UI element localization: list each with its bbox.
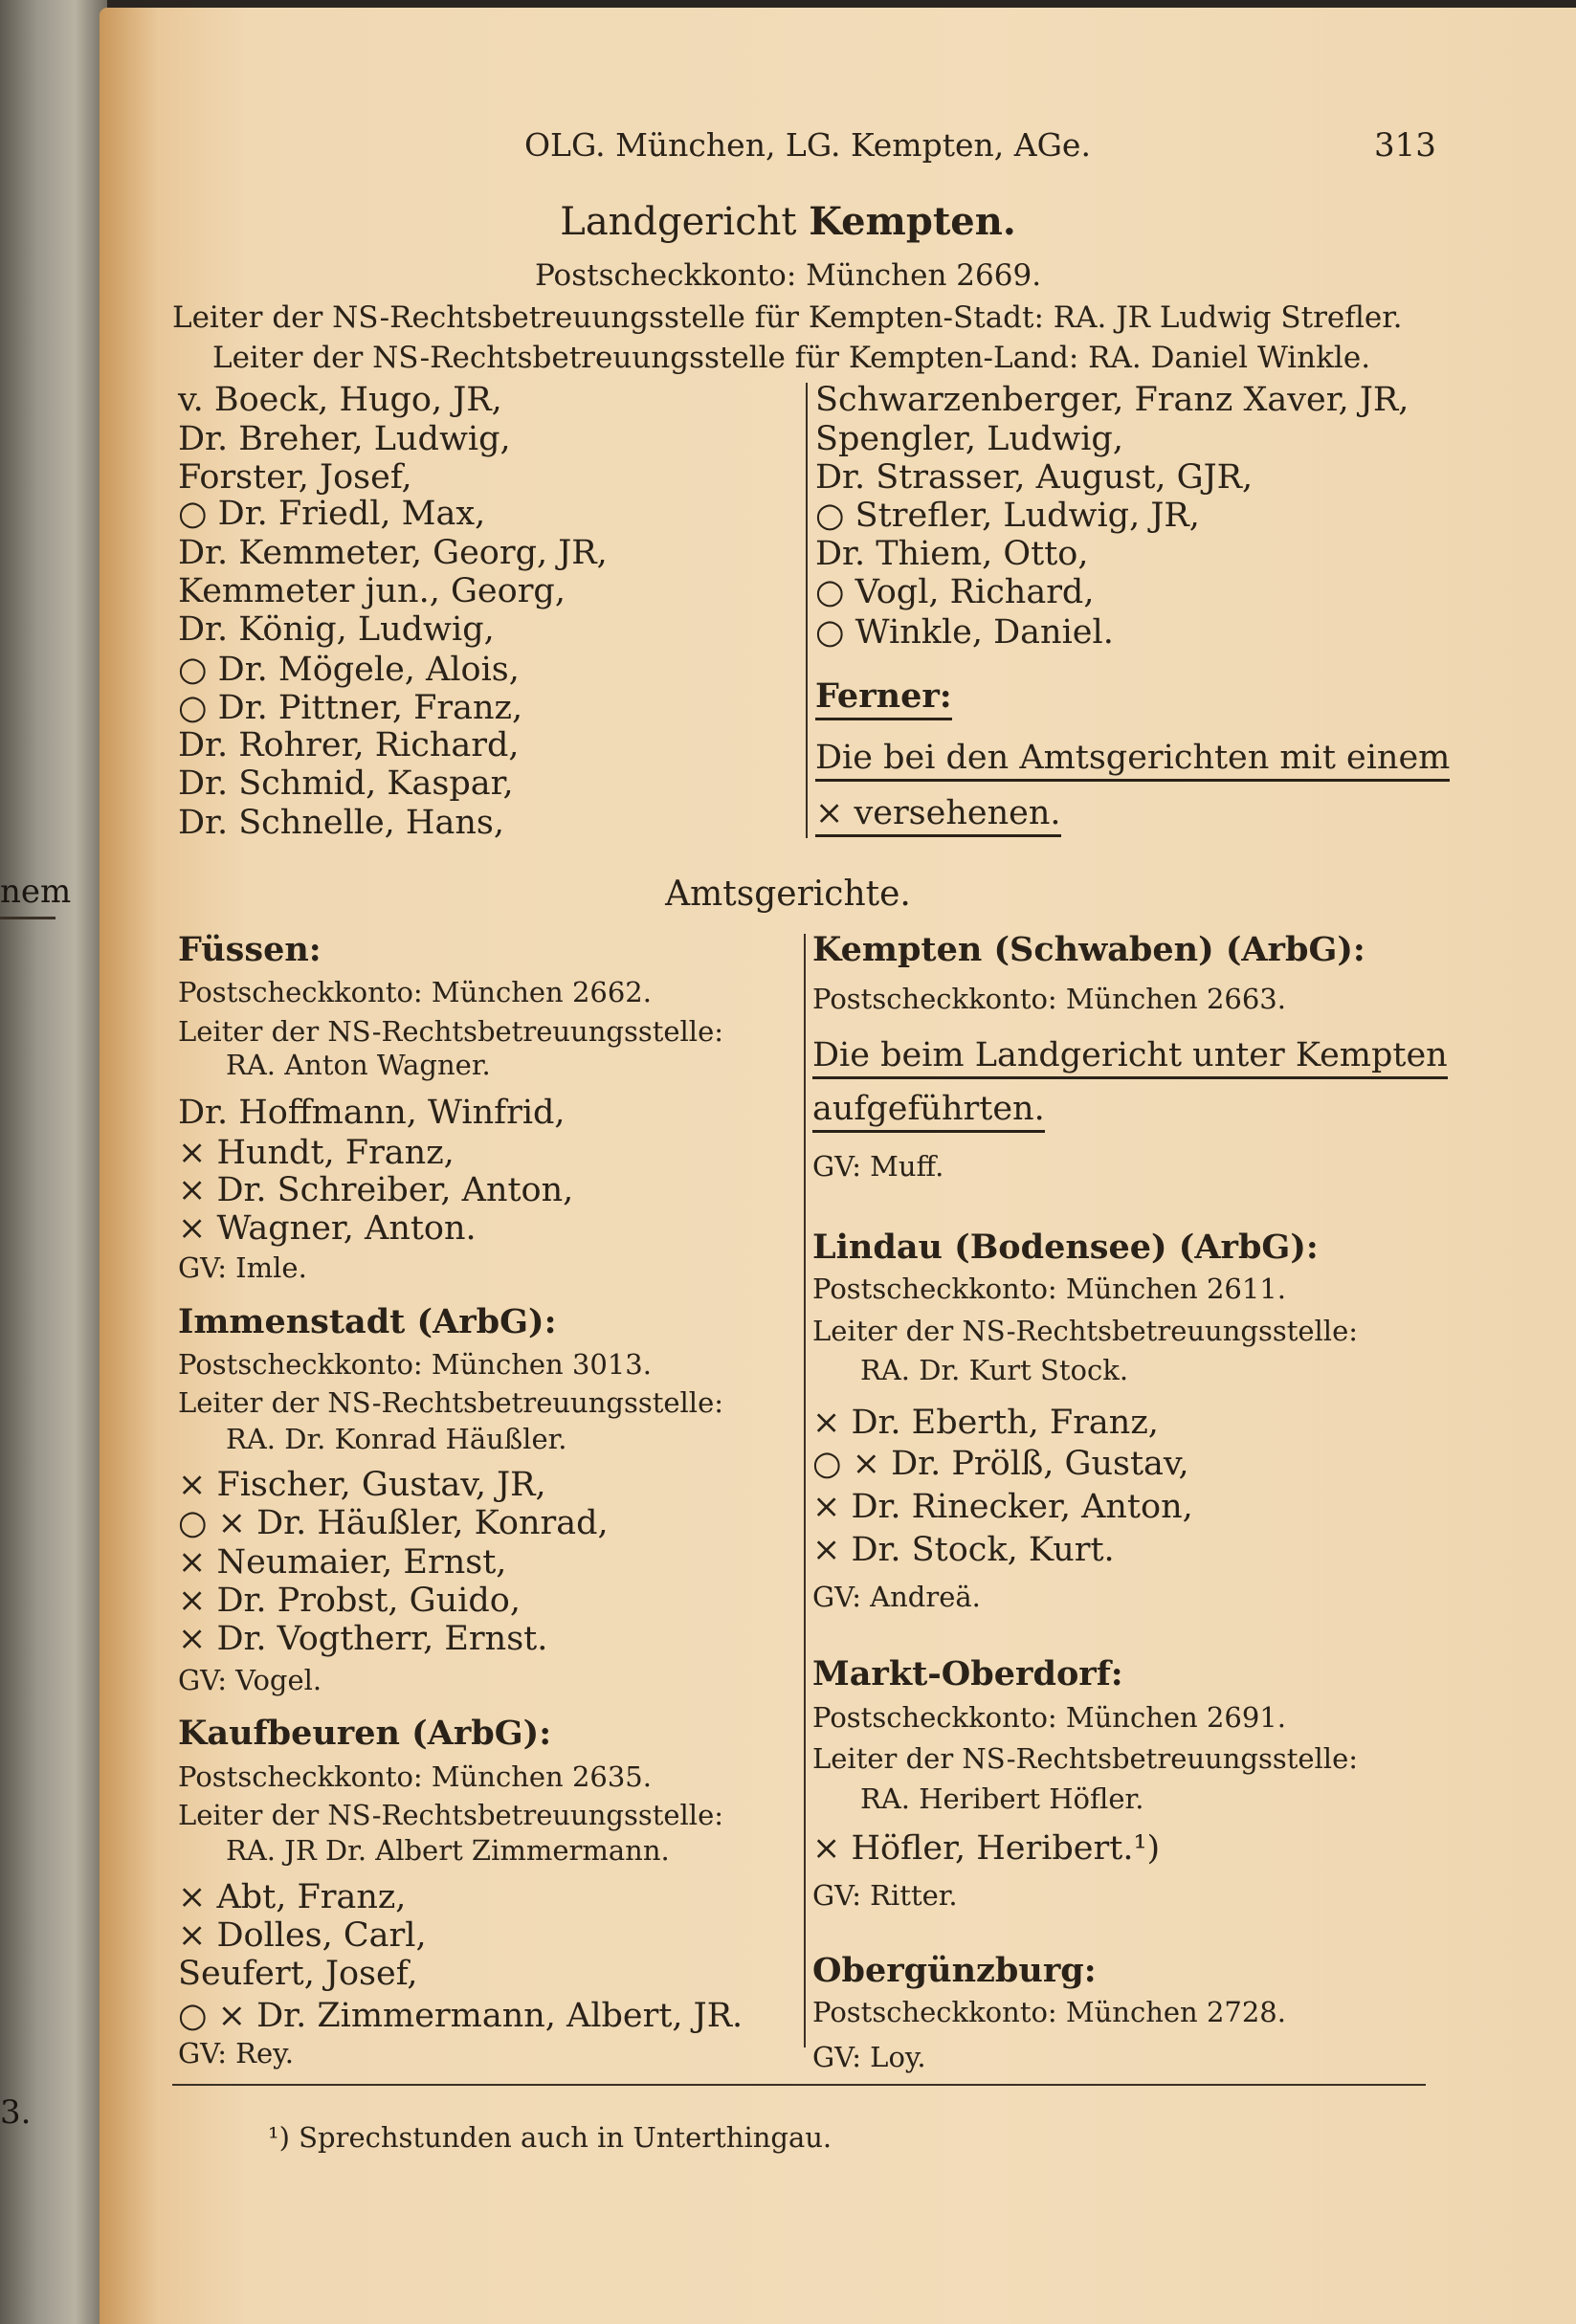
leiter-label: Leiter der NS-Rechtsbetreuungsstelle: (178, 1799, 724, 1831)
postscheck: Postscheckkonto: München 2669. (534, 258, 1042, 293)
ferner-line-text: Die bei den Amtsgerichten mit einem (815, 739, 1450, 782)
member-entry: ○ Dr. Pittner, Franz, (178, 689, 523, 727)
member-entry: × Fischer, Gustav, JR, (178, 1466, 546, 1504)
member-entry: Dr. Hoffmann, Winfrid, (178, 1094, 566, 1132)
leiter-label: Leiter der NS-Rechtsbetreuungsstelle: (178, 1015, 724, 1048)
member-entry: Dr. König, Ludwig, (178, 610, 495, 649)
postscheck: Postscheckkonto: München 2611. (812, 1273, 1286, 1305)
member-entry: Seufert, Josef, (178, 1955, 418, 1993)
court-note-text: Die beim Landgericht unter Kempten (812, 1036, 1448, 1079)
member-entry: × Hundt, Franz, (178, 1134, 455, 1172)
leiter-name: RA. Heribert Höfler. (860, 1782, 1144, 1815)
member-entry: Spengler, Ludwig, (815, 420, 1123, 458)
gv-entry: GV: Andreä. (812, 1581, 981, 1613)
leiter-label: Leiter der NS-Rechtsbetreuungsstelle: (812, 1742, 1359, 1775)
member-entry: v. Boeck, Hugo, JR, (178, 381, 502, 419)
column-divider (806, 383, 808, 838)
member-entry: ○ × Dr. Zimmermann, Albert, JR. (178, 1997, 744, 2035)
court-name: Obergünzburg: (812, 1951, 1097, 1990)
leiter-name: RA. Anton Wagner. (226, 1049, 491, 1081)
leiter-name: RA. Dr. Konrad Häußler. (226, 1423, 567, 1455)
leiter-name: RA. Dr. Kurt Stock. (860, 1354, 1129, 1386)
ferner-label (815, 675, 952, 718)
gv-entry: GV: Rey. (178, 2037, 294, 2069)
leiter-name: RA. JR Dr. Albert Zimmermann. (226, 1834, 670, 1867)
previous-page-fragment: nem (0, 873, 72, 911)
ferner-text: Ferner: (815, 676, 952, 720)
leiter-line: Leiter der NS-Rechtsbetreuungsstelle für Kempten-Stadt: RA. JR Ludwig Strefler. (172, 300, 1403, 335)
postscheck: Postscheckkonto: München 2663. (812, 983, 1286, 1015)
previous-page-rule (0, 917, 55, 919)
member-entry: × Wagner, Anton. (178, 1209, 477, 1248)
court-note-text: aufgeführten. (812, 1090, 1045, 1133)
member-entry: ○ × Dr. Häußler, Konrad, (178, 1504, 609, 1542)
postscheck: Postscheckkonto: München 2662. (178, 976, 652, 1008)
court-name: Kaufbeuren (ArbG): (178, 1714, 552, 1753)
member-entry: × Abt, Franz, (178, 1878, 407, 1916)
member-entry: Dr. Schnelle, Hans, (178, 804, 504, 842)
leiter-line: Leiter der NS-Rechtsbetreuungsstelle für Kempten-Land: RA. Daniel Winkle. (212, 341, 1371, 375)
ferner-line (815, 737, 1450, 779)
leiter-label: Leiter der NS-Rechtsbetreuungsstelle: (178, 1386, 724, 1419)
member-entry: ○ Vogl, Richard, (815, 573, 1095, 611)
gv-entry: GV: Vogel. (178, 1664, 322, 1696)
member-entry: ○ Winkle, Daniel. (815, 613, 1114, 652)
previous-page-fragment: 3. (0, 2093, 32, 2132)
running-title: OLG. München, LG. Kempten, AGe. (524, 126, 1091, 164)
member-entry: × Dr. Vogtherr, Ernst. (178, 1620, 548, 1658)
member-entry: Forster, Josef, (178, 458, 412, 497)
footnote-rule (172, 2084, 1426, 2086)
amtsgerichte-title: Amtsgerichte. (665, 874, 911, 914)
postscheck: Postscheckkonto: München 3013. (178, 1348, 652, 1381)
court-name: Füssen: (178, 930, 322, 969)
member-entry: × Dr. Rinecker, Anton, (812, 1488, 1193, 1526)
member-entry: ○ × Dr. Prölß, Gustav, (812, 1445, 1189, 1483)
title-prefix: Landgericht (560, 200, 797, 244)
member-entry: Dr. Rohrer, Richard, (178, 726, 520, 764)
member-entry: Schwarzenberger, Franz Xaver, JR, (815, 381, 1410, 419)
column-divider (804, 934, 806, 2047)
footnote: ¹) Sprechstunden auch in Unterthingau. (268, 2121, 832, 2154)
member-entry: Dr. Kemmeter, Georg, JR, (178, 534, 608, 572)
page-number: 313 (1374, 126, 1436, 165)
member-entry: × Dr. Stock, Kurt. (812, 1531, 1115, 1569)
postscheck: Postscheckkonto: München 2728. (812, 1996, 1286, 2028)
postscheck: Postscheckkonto: München 2691. (812, 1701, 1286, 1734)
ferner-line (815, 792, 1061, 834)
member-entry: Dr. Schmid, Kaspar, (178, 764, 514, 803)
gv-entry: GV: Muff. (812, 1150, 944, 1183)
member-entry: × Dr. Probst, Guido, (178, 1582, 521, 1620)
court-name: Immenstadt (ArbG): (178, 1302, 557, 1341)
member-entry: ○ Strefler, Ludwig, JR, (815, 497, 1200, 535)
court-note (812, 1088, 1045, 1130)
member-entry: Dr. Thiem, Otto, (815, 535, 1089, 573)
gv-entry: GV: Loy. (812, 2041, 926, 2073)
member-entry: × Dr. Eberth, Franz, (812, 1404, 1159, 1442)
ferner-line-text: × versehenen. (815, 794, 1061, 837)
title-name: Kempten. (809, 199, 1016, 244)
court-name: Kempten (Schwaben) (ArbG): (812, 930, 1365, 969)
member-entry: × Neumaier, Ernst, (178, 1543, 507, 1582)
member-entry: × Dolles, Carl, (178, 1916, 427, 1955)
member-entry: × Höfler, Heribert.¹) (812, 1829, 1161, 1868)
member-entry: Kemmeter jun., Georg, (178, 572, 566, 610)
member-entry: × Dr. Schreiber, Anton, (178, 1171, 574, 1209)
member-entry: ○ Dr. Mögele, Alois, (178, 651, 520, 689)
postscheck: Postscheckkonto: München 2635. (178, 1760, 652, 1793)
court-name: Markt-Oberdorf: (812, 1654, 1123, 1693)
leiter-label: Leiter der NS-Rechtsbetreuungsstelle: (812, 1315, 1359, 1347)
member-entry: Dr. Strasser, August, GJR, (815, 458, 1254, 497)
member-entry: Dr. Breher, Ludwig, (178, 420, 511, 458)
section-title (0, 201, 1576, 243)
court-note (812, 1034, 1448, 1076)
gv-entry: GV: Imle. (178, 1251, 307, 1284)
gv-entry: GV: Ritter. (812, 1879, 958, 1912)
member-entry: ○ Dr. Friedl, Max, (178, 495, 486, 533)
previous-page-edge (0, 0, 107, 2324)
court-name: Lindau (Bodensee) (ArbG): (812, 1228, 1319, 1267)
